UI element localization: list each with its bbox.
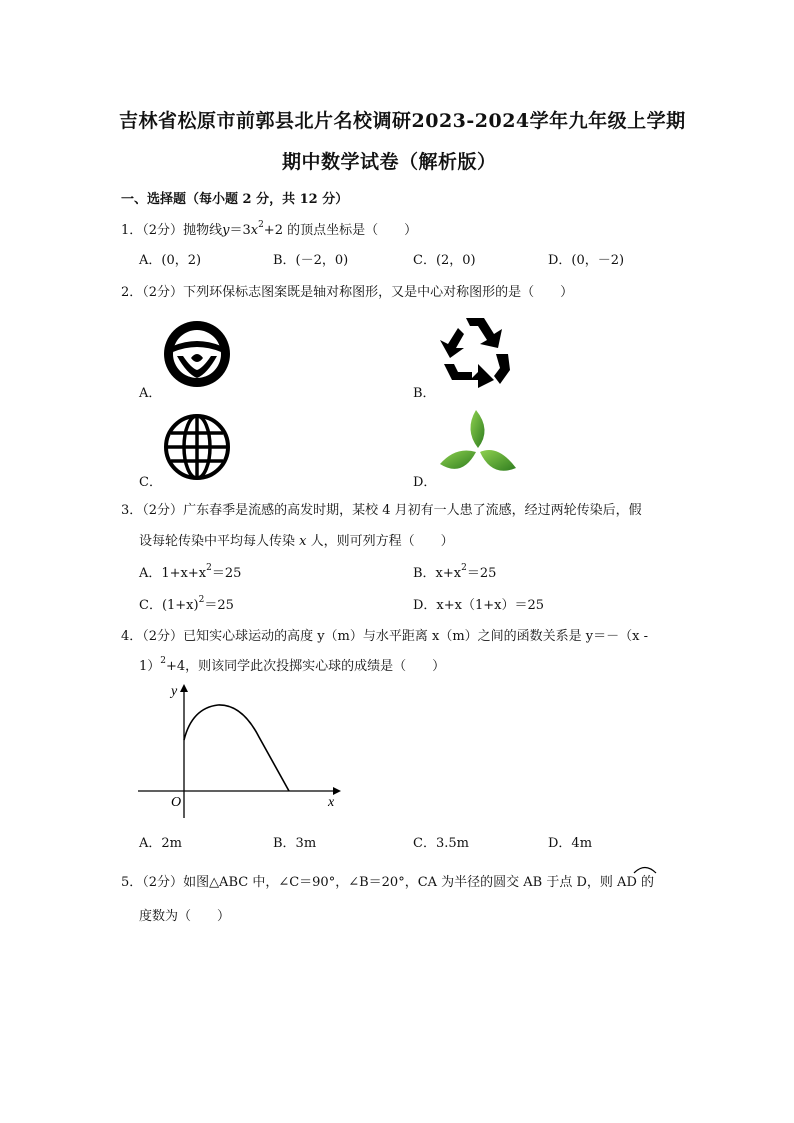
question-3-line2 xyxy=(139,530,454,549)
exponent: 2 xyxy=(461,562,467,573)
x-axis-arrow xyxy=(333,787,341,795)
question-2 xyxy=(121,281,573,300)
option-a[interactable] xyxy=(139,562,241,581)
question-number: 3． xyxy=(121,503,143,518)
option-b[interactable]: B．(－2，0) xyxy=(273,253,349,268)
question-text: ＝3 xyxy=(229,223,251,238)
section-heading: 一、选择题（每小题 2 分，共 12 分） xyxy=(121,192,349,207)
option-c[interactable]: C．3.5m xyxy=(413,836,469,851)
page-subtitle: 期中数学试卷（解析版） xyxy=(282,151,497,173)
option-d[interactable]: D．(0，－2) xyxy=(548,253,625,268)
question-text: 抛物线 xyxy=(183,223,223,238)
parabola-graph xyxy=(138,682,348,822)
question-5-line2: 度数为（ ） xyxy=(139,909,231,924)
option-d[interactable]: D．4m xyxy=(548,836,593,851)
option-text: ＝25 xyxy=(466,566,497,581)
question-number: 4． xyxy=(121,629,143,644)
question-score: （2分） xyxy=(142,223,184,238)
option-b[interactable] xyxy=(413,562,496,581)
logo-icon xyxy=(163,320,231,388)
page-title: 吉林省松原市前郭县北片名校调研2023-2024学年九年级上学期 xyxy=(119,110,686,132)
option-d[interactable]: D．x+x（1+x）＝25 xyxy=(413,598,545,613)
question-score: （2分） xyxy=(142,875,184,890)
question-text: 人，则可列方程（ ） xyxy=(306,534,454,549)
arc-symbol xyxy=(632,864,658,874)
exponent: 2 xyxy=(258,219,264,230)
question-1 xyxy=(121,219,417,238)
leaf-icon xyxy=(438,408,518,480)
option-text: ＝25 xyxy=(204,598,234,613)
exponent: 2 xyxy=(198,594,205,605)
option-b[interactable]: B．3m xyxy=(273,836,317,851)
option-a[interactable]: A．2m xyxy=(139,836,182,851)
question-3 xyxy=(121,499,642,518)
option-text: B．x+x xyxy=(413,566,462,581)
option-a[interactable]: A．(0，2) xyxy=(139,253,202,268)
question-4 xyxy=(121,625,648,644)
question-number: 5． xyxy=(121,875,143,890)
option-c[interactable]: C．(2，0) xyxy=(413,253,476,268)
y-axis-label: y xyxy=(171,684,178,699)
x-axis-label: x xyxy=(328,795,335,810)
question-5 xyxy=(121,871,654,890)
question-number: 1． xyxy=(121,223,143,238)
y-axis-arrow xyxy=(180,684,188,692)
question-text: 下列环保标志图案既是轴对称图形，又是中心对称图形的是（ ） xyxy=(183,285,574,300)
var-y: y xyxy=(222,223,230,238)
parabola-curve xyxy=(184,705,289,791)
option-a[interactable]: A． xyxy=(139,386,162,401)
question-text: +2 的顶点坐标是（ ） xyxy=(263,223,418,238)
question-text: 1） xyxy=(139,659,161,674)
option-c[interactable]: C． xyxy=(139,475,162,490)
exponent: 2 xyxy=(206,562,212,573)
option-b[interactable]: B． xyxy=(413,386,436,401)
question-score: （2分） xyxy=(142,629,184,644)
option-text: C．(1+x) xyxy=(139,598,199,613)
option-text: A．1+x+x xyxy=(139,566,207,581)
var-x: x xyxy=(250,223,259,238)
question-text: 已知实心球运动的高度 y（m）与水平距离 x（m）之间的函数关系是 y＝－（x - xyxy=(183,629,648,644)
option-text: ＝25 xyxy=(211,566,242,581)
question-4-line2 xyxy=(139,655,445,674)
question-text: 设每轮传染中平均每人传染 xyxy=(139,534,300,549)
origin-label: O xyxy=(171,795,182,810)
exponent: 2 xyxy=(160,655,167,666)
question-score: （2分） xyxy=(142,285,184,300)
question-score: （2分） xyxy=(142,503,184,518)
question-number: 2． xyxy=(121,285,143,300)
question-text: +4，则该同学此次投掷实心球的成绩是（ ） xyxy=(166,659,446,674)
recycle-icon xyxy=(436,314,514,388)
var-x: x xyxy=(299,534,307,549)
question-text: 广东春季是流感的高发时期，某校 4 月初有一人患了流感，经过两轮传染后，假 xyxy=(183,503,642,518)
option-d[interactable]: D． xyxy=(413,475,437,490)
question-text: 如图△ABC 中，∠C＝90°，∠B＝20°，CA 为半径的圆交 AB 于点 D，则 AD 的 xyxy=(183,875,654,890)
option-c[interactable] xyxy=(139,594,234,613)
globe-icon xyxy=(163,413,231,481)
